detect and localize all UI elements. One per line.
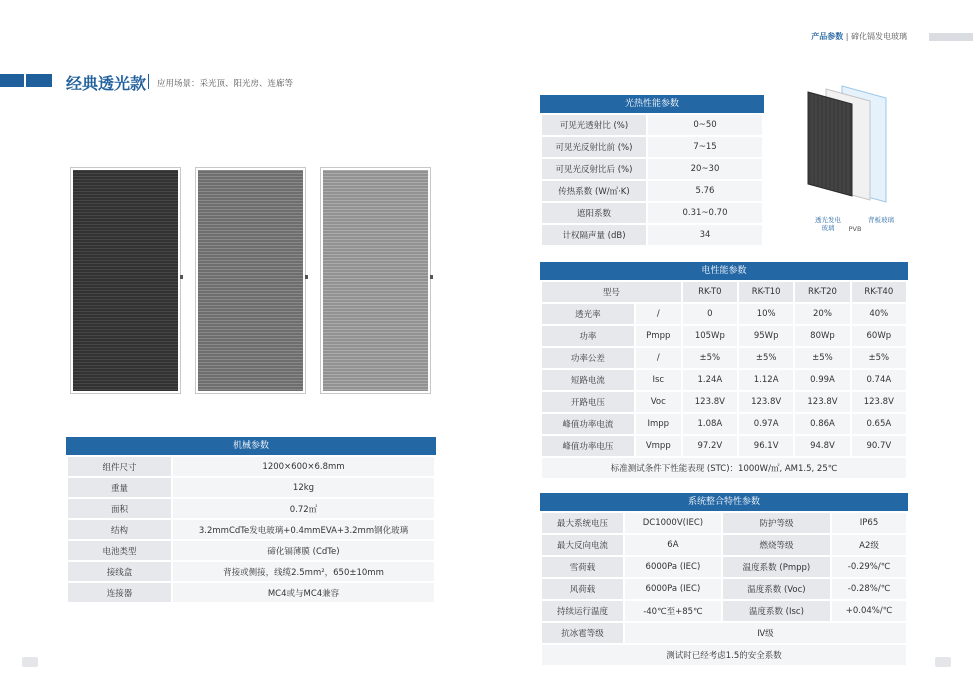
row-value: 34	[648, 225, 762, 245]
optical-params-table	[540, 95, 764, 247]
safety-note: 测试时已经考虑1.5的安全系数	[542, 645, 906, 665]
column-header: 型号	[542, 282, 681, 302]
table-row	[542, 159, 762, 179]
cell: ±5%	[852, 348, 906, 368]
cell: 1.08A	[683, 414, 737, 434]
row-label: 电池类型	[68, 541, 171, 560]
breadcrumb	[811, 31, 907, 42]
breadcrumb-product: 碲化镉发电玻璃	[851, 32, 907, 41]
table-row	[68, 520, 434, 539]
cell: 20%	[795, 304, 849, 324]
row-value: 1200×600×6.8mm	[173, 457, 434, 476]
system-params-table	[540, 493, 908, 667]
row-value: 6000Pa (IEC)	[625, 557, 721, 577]
cell: 60Wp	[852, 326, 906, 346]
table-row	[68, 562, 434, 581]
table-row	[542, 304, 906, 324]
product-image-medium	[195, 167, 306, 394]
row-value: 6000Pa (IEC)	[625, 579, 721, 599]
cell: 0.65A	[852, 414, 906, 434]
row-value: 背接或侧接，线缆2.5mm²，650±10mm	[173, 562, 434, 581]
layer-structure-diagram	[800, 84, 900, 234]
row-symbol: Vmpp	[636, 436, 681, 456]
row-label: 开路电压	[542, 392, 634, 412]
page-marker-left	[22, 657, 38, 667]
row-value: 0.72㎡	[173, 499, 434, 518]
table-row	[542, 348, 906, 368]
row-value: 5.76	[648, 181, 762, 201]
cell: 123.8V	[795, 392, 849, 412]
row-label: 传热系数 (W/㎡·K)	[542, 181, 646, 201]
cell: ±5%	[683, 348, 737, 368]
page-marker-right	[935, 657, 951, 667]
row-label: 可见光反射比后 (%)	[542, 159, 646, 179]
row-label: 功率	[542, 326, 634, 346]
table-header-row	[542, 282, 906, 302]
cell: 90.7V	[852, 436, 906, 456]
column-header: RK-T10	[739, 282, 793, 302]
row-label: 最大系统电压	[542, 513, 623, 533]
glass-layers-illustration	[800, 84, 900, 204]
column-header: RK-T0	[683, 282, 737, 302]
table-row	[542, 414, 906, 434]
stc-note: 标准测试条件下性能表现 (STC)：1000W/㎡, AM1.5, 25℃	[542, 458, 906, 478]
electrical-params-title: 电性能参数	[540, 262, 908, 280]
cell: 0.74A	[852, 370, 906, 390]
page-title: 经典透光款	[66, 74, 147, 93]
front-pv-glass-layer	[808, 92, 852, 196]
front-glass-label: 透光发电 玻璃	[815, 216, 841, 232]
column-header: RK-T20	[795, 282, 849, 302]
row-label: 温度系数 (Voc)	[723, 579, 830, 599]
table-row	[542, 115, 762, 135]
row-value: DC1000V(IEC)	[625, 513, 721, 533]
row-symbol: Voc	[636, 392, 681, 412]
row-symbol: Impp	[636, 414, 681, 434]
row-label: 峰值功率电流	[542, 414, 634, 434]
cell: 123.8V	[739, 392, 793, 412]
table-row	[542, 557, 906, 577]
row-label: 结构	[68, 520, 171, 539]
column-header: RK-T40	[852, 282, 906, 302]
row-label: 温度系数 (Isc)	[723, 601, 830, 621]
table-row	[542, 370, 906, 390]
row-label: 防护等级	[723, 513, 830, 533]
table-row	[542, 181, 762, 201]
electrical-params-table	[540, 262, 908, 480]
row-value: Ⅳ级	[625, 623, 906, 643]
cell: 0.99A	[795, 370, 849, 390]
row-label: 组件尺寸	[68, 457, 171, 476]
row-symbol: /	[636, 304, 681, 324]
optical-params-title: 光热性能参数	[540, 95, 764, 113]
back-glass-label: 背板玻璃	[868, 216, 894, 224]
row-label: 最大反向电流	[542, 535, 623, 555]
row-value: 7~15	[648, 137, 762, 157]
mechanical-params-table	[66, 437, 436, 604]
cell: 40%	[852, 304, 906, 324]
row-label: 峰值功率电压	[542, 436, 634, 456]
corner-decoration	[929, 33, 973, 41]
table-row	[542, 436, 906, 456]
cell: 97.2V	[683, 436, 737, 456]
row-label: 可见光反射比前 (%)	[542, 137, 646, 157]
cell: 105Wp	[683, 326, 737, 346]
mechanical-params-title: 机械参数	[66, 437, 436, 455]
row-value: 3.2mmCdTe发电玻璃+0.4mmEVA+3.2mm钢化玻璃	[173, 520, 434, 539]
table-note-row	[542, 645, 906, 665]
row-value: MC4或与MC4兼容	[173, 583, 434, 602]
table-note-row	[542, 458, 906, 478]
table-row	[68, 499, 434, 518]
table-row	[542, 203, 762, 223]
row-label: 燃烧等级	[723, 535, 830, 555]
row-value: +0.04%/℃	[832, 601, 906, 621]
table-row	[68, 478, 434, 497]
breadcrumb-category: 产品参数	[811, 32, 844, 41]
title-accent-bar-2	[26, 74, 52, 87]
title-divider	[148, 74, 149, 89]
row-label: 连接器	[68, 583, 171, 602]
table-row	[68, 457, 434, 476]
row-label: 面积	[68, 499, 171, 518]
cell: ±5%	[795, 348, 849, 368]
row-value: 0.31~0.70	[648, 203, 762, 223]
row-symbol: Isc	[636, 370, 681, 390]
cell: 80Wp	[795, 326, 849, 346]
row-value: 6A	[625, 535, 721, 555]
table-row	[542, 326, 906, 346]
row-value: 碲化镉薄膜 (CdTe)	[173, 541, 434, 560]
row-value: -40℃至+85℃	[625, 601, 721, 621]
row-label: 重量	[68, 478, 171, 497]
row-value: 20~30	[648, 159, 762, 179]
row-value: -0.28%/℃	[832, 579, 906, 599]
row-symbol: Pmpp	[636, 326, 681, 346]
row-value: 0~50	[648, 115, 762, 135]
row-label: 雪荷载	[542, 557, 623, 577]
cell: 123.8V	[683, 392, 737, 412]
row-value: -0.29%/℃	[832, 557, 906, 577]
cell: 0.97A	[739, 414, 793, 434]
row-label: 短路电流	[542, 370, 634, 390]
table-row	[542, 513, 906, 533]
cell: 1.12A	[739, 370, 793, 390]
row-label: 透光率	[542, 304, 634, 324]
table-row	[542, 535, 906, 555]
table-row	[68, 583, 434, 602]
product-image-light	[320, 167, 431, 394]
cell: 1.24A	[683, 370, 737, 390]
cell: 10%	[739, 304, 793, 324]
row-label: 持续运行温度	[542, 601, 623, 621]
table-row	[542, 601, 906, 621]
table-row	[542, 392, 906, 412]
row-symbol: /	[636, 348, 681, 368]
row-label: 遮阳系数	[542, 203, 646, 223]
row-label: 可见光透射比 (%)	[542, 115, 646, 135]
row-label: 温度系数 (Pmpp)	[723, 557, 830, 577]
cell: 96.1V	[739, 436, 793, 456]
cell: 0	[683, 304, 737, 324]
table-row	[542, 225, 762, 245]
cell: ±5%	[739, 348, 793, 368]
product-image-dark	[70, 167, 181, 394]
cell: 94.8V	[795, 436, 849, 456]
cell: 95Wp	[739, 326, 793, 346]
row-label: 计权隔声量 (dB)	[542, 225, 646, 245]
table-row	[68, 541, 434, 560]
row-label: 接线盒	[68, 562, 171, 581]
system-params-title: 系统整合特性参数	[540, 493, 908, 511]
table-row	[542, 579, 906, 599]
row-value: A2级	[832, 535, 906, 555]
cell: 0.86A	[795, 414, 849, 434]
page-subtitle: 应用场景：采光顶、阳光房、连廊等	[157, 79, 294, 89]
pvb-label: PVB	[848, 225, 862, 233]
row-value: IP65	[832, 513, 906, 533]
row-value: 12kg	[173, 478, 434, 497]
row-label: 功率公差	[542, 348, 634, 368]
breadcrumb-separator: |	[845, 32, 849, 41]
title-accent-bar	[0, 74, 24, 87]
cell: 123.8V	[852, 392, 906, 412]
table-row	[542, 623, 906, 643]
row-label: 抗冰雹等级	[542, 623, 623, 643]
row-label: 风荷载	[542, 579, 623, 599]
table-row	[542, 137, 762, 157]
